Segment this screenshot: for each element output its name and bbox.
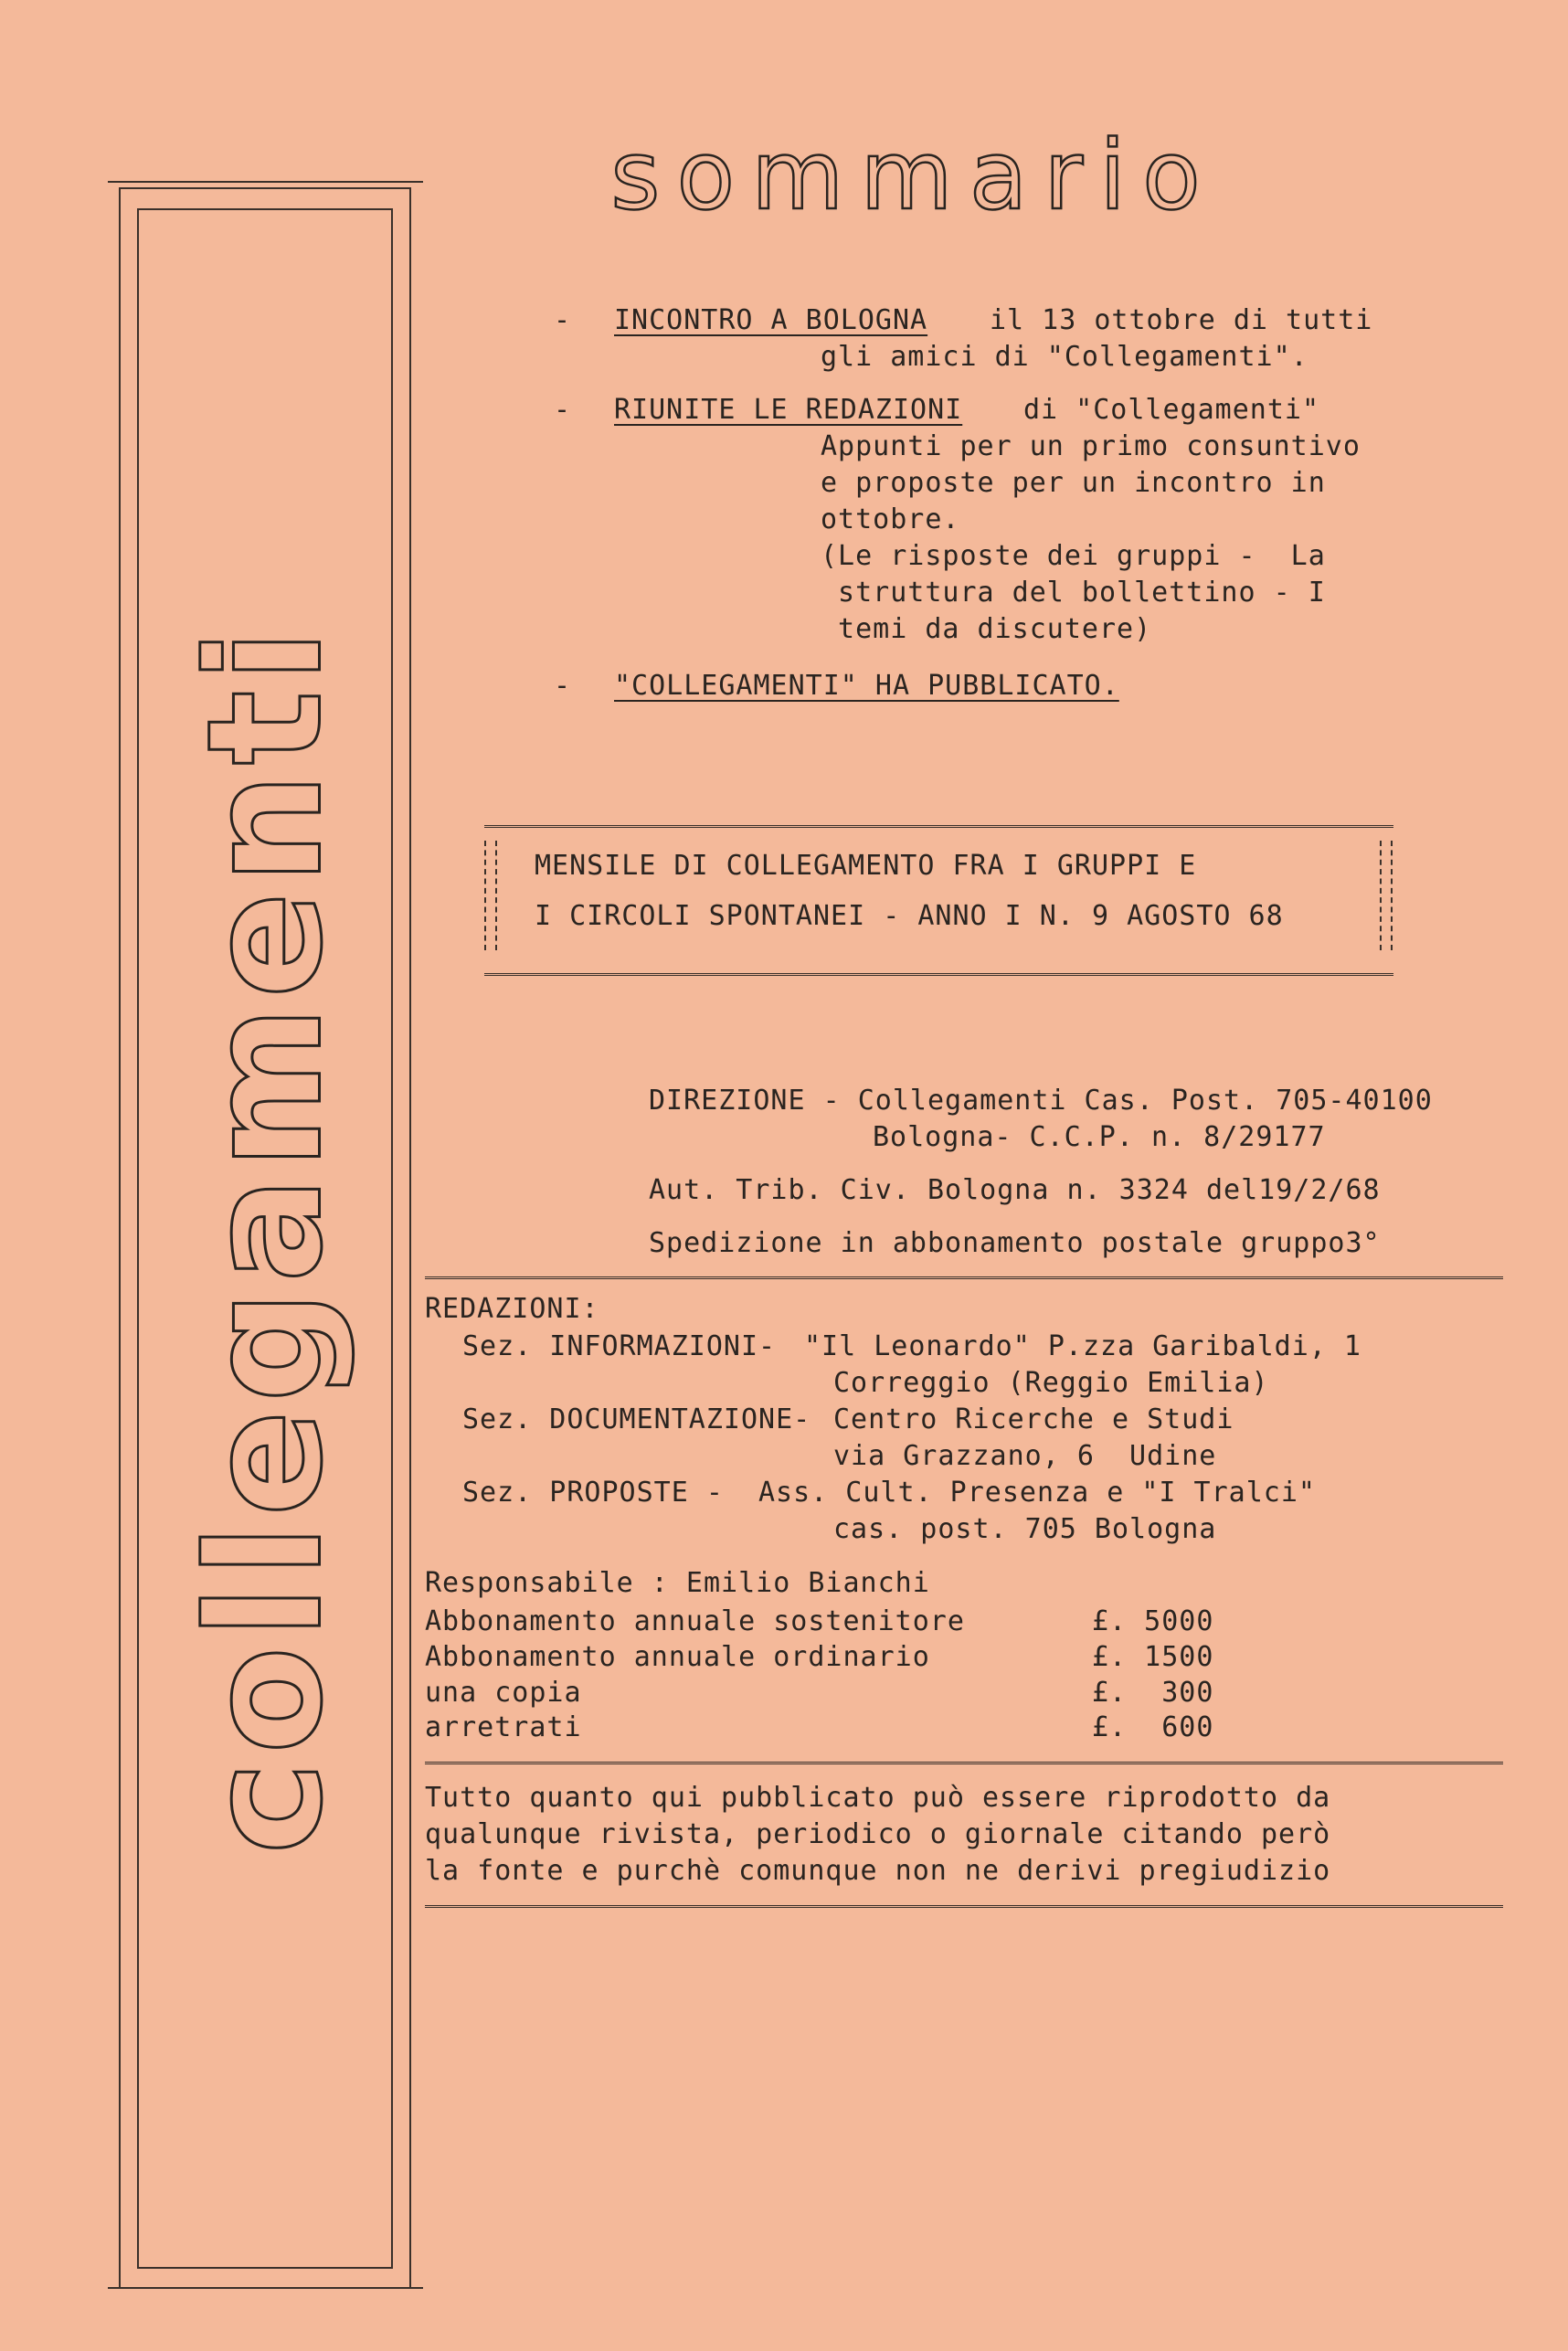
section-rule xyxy=(425,1762,1503,1764)
editorial-section-label: Sez. DOCUMENTAZIONE- xyxy=(462,1403,811,1435)
summary-item-title: RIUNITE LE REDAZIONI xyxy=(614,394,963,426)
editorial-section-line: Centro Ricerche e Studi xyxy=(833,1403,1234,1435)
summary-item-line: il 13 ottobre di tutti xyxy=(990,304,1373,336)
editorial-section-line: "Il Leonardo" P.zza Garibaldi, 1 xyxy=(804,1330,1361,1362)
spine-top-rule xyxy=(108,181,423,183)
editorial-section-line: cas. post. 705 Bologna xyxy=(833,1513,1217,1545)
summary-item-title: "COLLEGAMENTI" HA PUBBLICATO. xyxy=(614,670,1119,702)
editorial-section-label: Sez. PROPOSTE - xyxy=(462,1477,741,1509)
summary-item-line: Appunti per un primo consuntivo xyxy=(821,430,1361,462)
notice-line: Tutto quanto qui pubblicato può essere riprodotto da xyxy=(425,1782,1331,1814)
subscription-price: £. 5000 xyxy=(1092,1605,1214,1637)
direction-line: Bologna- C.C.P. n. 8/29177 xyxy=(873,1121,1326,1153)
direction-line: DIREZIONE - Collegamenti Cas. Post. 705-40100 xyxy=(649,1085,1433,1117)
direction-line: Spedizione in abbonamento postale gruppo3° xyxy=(649,1227,1381,1259)
subscription-price: £. 600 xyxy=(1092,1711,1214,1743)
spine-bottom-rule xyxy=(108,2287,423,2289)
summary-item-line: gli amici di "Collegamenti". xyxy=(821,341,1308,373)
editorial-section-label: Sez. INFORMAZIONI- xyxy=(462,1330,777,1362)
direction-line: Aut. Trib. Civ. Bologna n. 3324 del19/2/68 xyxy=(649,1174,1381,1206)
editorial-section-line: Correggio (Reggio Emilia) xyxy=(833,1367,1269,1399)
summary-bullet: - xyxy=(554,670,572,702)
summary-item-line: temi da discutere) xyxy=(821,613,1152,645)
subscription-label: Abbonamento annuale ordinario xyxy=(425,1641,930,1673)
subscription-label: Abbonamento annuale sostenitore xyxy=(425,1605,965,1637)
section-rule xyxy=(425,1905,1503,1908)
masthead-side-left xyxy=(484,841,497,950)
subscription-price: £. 1500 xyxy=(1092,1641,1214,1673)
section-rule xyxy=(425,1276,1503,1279)
masthead-line: MENSILE DI COLLEGAMENTO FRA I GRUPPI E xyxy=(535,850,1197,882)
subscription-label: una copia xyxy=(425,1677,582,1709)
editorial-section-line: via Grazzano, 6 Udine xyxy=(833,1440,1217,1472)
masthead-line: I CIRCOLI SPONTANEI - ANNO I N. 9 AGOSTO 68 xyxy=(535,900,1284,932)
summary-bullet: - xyxy=(554,304,572,336)
summary-item-line: struttura del bollettino - I xyxy=(821,577,1326,609)
summary-bullet: - xyxy=(554,394,572,426)
summary-item-line: ottobre. xyxy=(821,503,960,535)
summary-item-line: (Le risposte dei gruppi - La xyxy=(821,540,1326,572)
editorial-heading: REDAZIONI: xyxy=(425,1293,599,1325)
summary-item-line: e proposte per un incontro in xyxy=(821,467,1326,499)
notice-line: la fonte e purchè comunque non ne derivi pregiudizio xyxy=(425,1855,1331,1887)
notice-line: qualunque rivista, periodico o giornale citando però xyxy=(425,1818,1331,1850)
responsible-line: Responsabile : Emilio Bianchi xyxy=(425,1567,930,1599)
masthead-side-right xyxy=(1380,841,1393,950)
masthead-rule-top xyxy=(484,825,1393,828)
summary-heading: sommario xyxy=(610,120,1217,231)
subscription-price: £. 300 xyxy=(1092,1677,1214,1709)
subscription-label: arretrati xyxy=(425,1711,582,1743)
editorial-section-line: Ass. Cult. Presenza e "I Tralci" xyxy=(758,1477,1316,1509)
masthead-rule-bottom xyxy=(484,973,1393,976)
summary-item-title: INCONTRO A BOLOGNA xyxy=(614,304,928,336)
spine-title: collegamenti xyxy=(173,621,357,1855)
summary-item-line: di "Collegamenti" xyxy=(1023,394,1320,426)
